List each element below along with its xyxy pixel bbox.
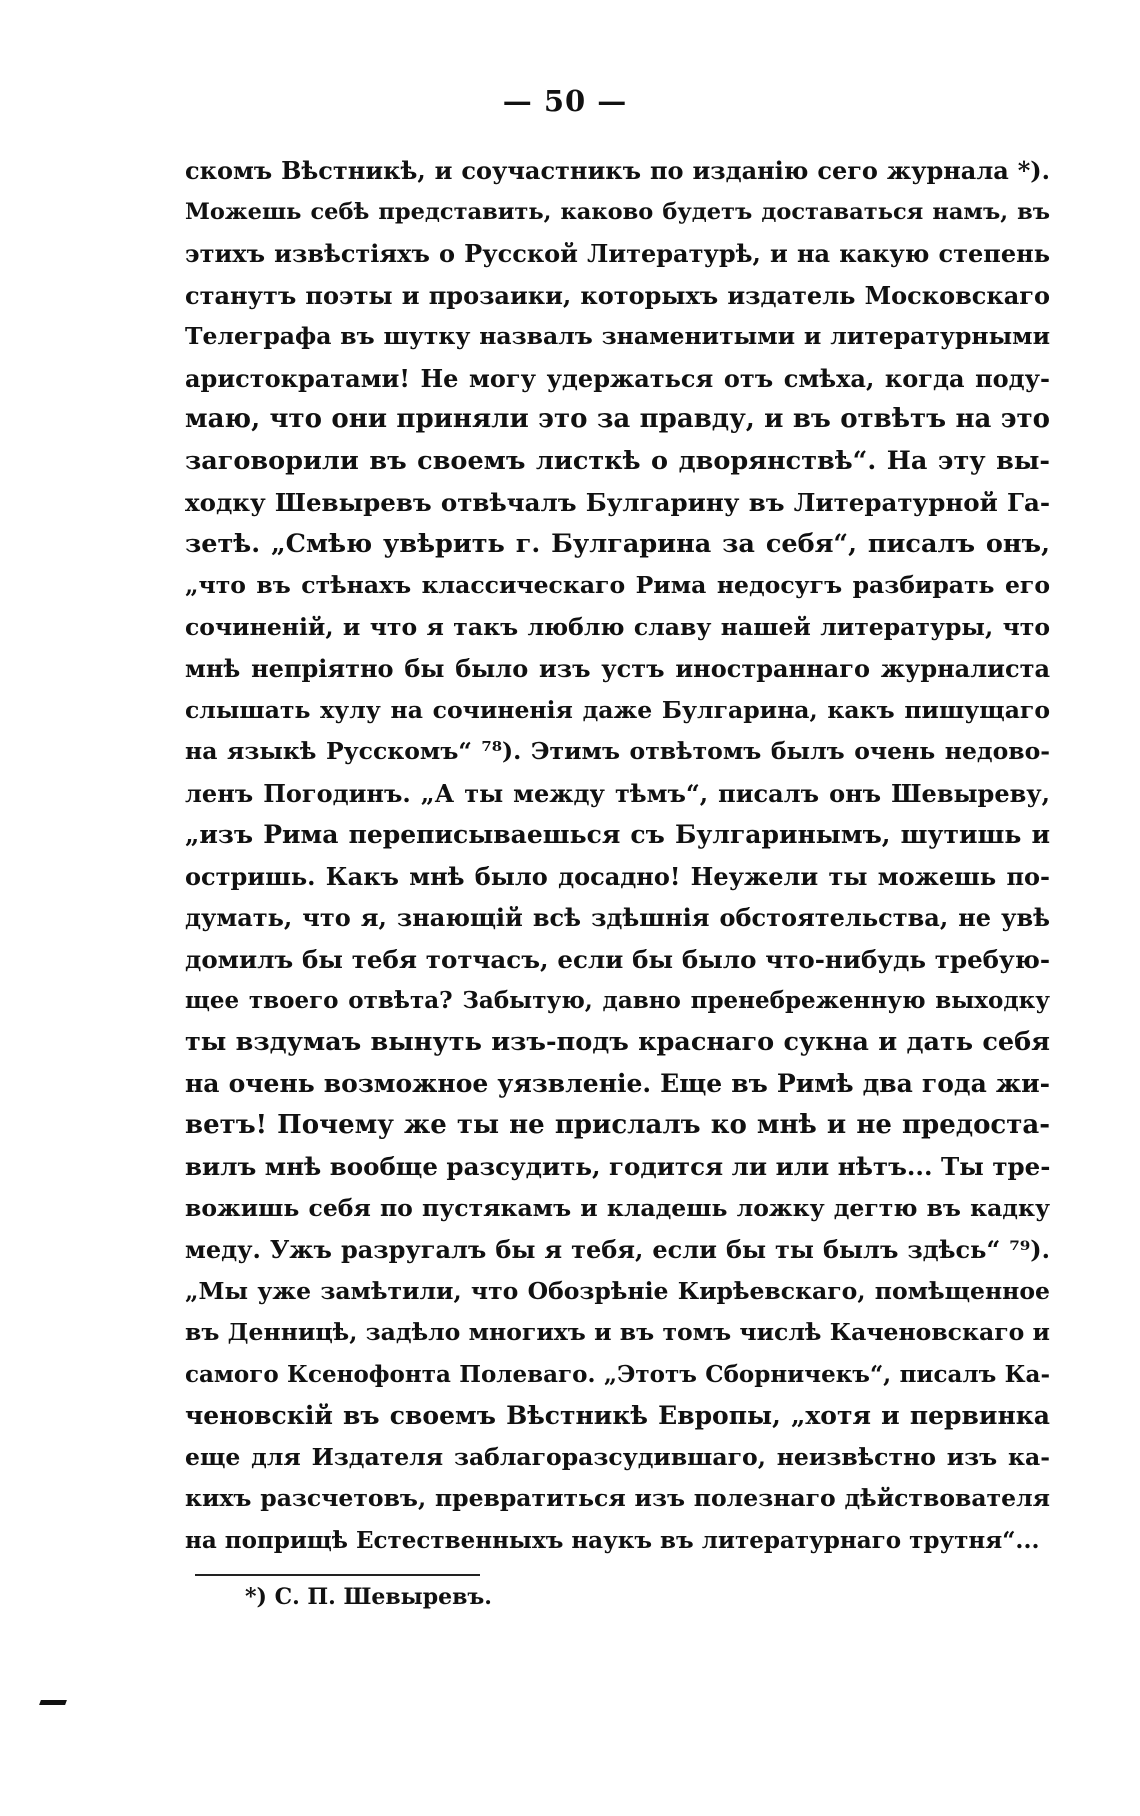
text-line: домилъ бы тебя тотчасъ, если бы было что-нибудь требую- <box>185 944 1050 974</box>
text-line: еще для Издателя заблагоразсудившаго, неизвѣстно изъ ка- <box>185 1442 1050 1471</box>
text-line: вожишь себя по пустякамъ и кладешь ложку дегтю въ кадку <box>185 1193 1050 1222</box>
text-line: въ Денницѣ, задѣло многихъ и въ томъ числѣ Каченовскаго и <box>185 1318 1050 1346</box>
text-line: станутъ поэты и прозаики, которыхъ издатель Московскаго <box>185 280 1050 310</box>
text-line: „Мы уже замѣтили, что Обозрѣніе Кирѣевскаго, помѣщенное <box>185 1276 1050 1305</box>
text-line: самого Ксенофонта Полеваго. „Этотъ Сборничекъ“, писалъ Ка- <box>185 1360 1050 1388</box>
text-line: ченовскій въ своемъ Вѣстникѣ Европы, „хотя и первинка <box>185 1401 1050 1430</box>
footnote: *) С. П. Шевыревъ. <box>245 1584 492 1610</box>
margin-mark <box>39 1700 67 1705</box>
text-line: сочиненій, и что я такъ люблю славу нашей литературы, что <box>185 612 1050 641</box>
text-line: мнѣ непріятно бы было изъ устъ иностраннаго журналиста <box>185 654 1050 683</box>
text-line: ветъ! Почему же ты не прислалъ ко мнѣ и не предоста- <box>185 1109 1050 1140</box>
text-line: маю, что они приняли это за правду, и въ отвѣтъ на это <box>185 404 1050 434</box>
text-line: Телеграфа въ шутку назвалъ знаменитыми и литературными <box>185 322 1050 350</box>
text-line: на очень возможное уязвленіе. Еще въ Римѣ два года жи- <box>185 1069 1050 1098</box>
text-line: щее твоего отвѣта? Забытую, давно пренебреженную выходку <box>185 987 1050 1014</box>
text-line: думать, что я, знающій всѣ здѣшнія обстоятельства, не увѣ <box>185 903 1050 932</box>
text-line: ходку Шевыревъ отвѣчалъ Булгарину въ Литературной Га- <box>185 488 1050 517</box>
text-line: заговорили въ своемъ листкѣ о дворянствѣ“. На эту вы- <box>185 445 1050 476</box>
text-line: зетѣ. „Смѣю увѣрить г. Булгарина за себя“, писалъ онъ, <box>185 528 1050 559</box>
text-line: Можешь себѣ представить, каково будетъ доставаться намъ, въ <box>185 198 1050 225</box>
text-line: „изъ Рима переписываешься съ Булгаринымъ, шутишь и <box>185 820 1050 849</box>
text-line: кихъ разсчетовъ, превратиться изъ полезнаго дѣйствователя <box>185 1484 1050 1512</box>
footnote-rule <box>195 1574 480 1576</box>
text-line: скомъ Вѣстникѣ, и соучастникъ по изданію сего журнала *). <box>185 156 1050 185</box>
text-line: ты вздумаъ вынуть изъ-подъ краснаго сукна и дать себя <box>185 1026 1050 1057</box>
text-line: „что въ стѣнахъ классическаго Рима недосугъ разбирать его <box>185 571 1050 599</box>
page-number: — 50 — <box>502 84 628 118</box>
text-line: на поприщѣ Естественныхъ наукъ въ литературнаго трутня“... <box>185 1526 1040 1554</box>
text-line: ленъ Погодинъ. „А ты между тѣмъ“, писалъ онъ Шевыреву, <box>185 778 1050 808</box>
text-line: этихъ извѣстіяхъ о Русской Литературѣ, и на какую степень <box>185 239 1050 268</box>
text-line: аристократами! Не могу удержаться отъ смѣха, когда поду- <box>185 363 1050 393</box>
text-line: на языкѣ Русскомъ“ ⁷⁸). Этимъ отвѣтомъ былъ очень недово- <box>185 737 1050 765</box>
text-line: остришь. Какъ мнѣ было досадно! Неужели ты можешь по- <box>185 861 1050 891</box>
text-line: меду. Ужъ разругалъ бы я тебя, если бы ты былъ здѣсь“ ⁷⁹). <box>185 1235 1050 1264</box>
body-text <box>185 150 1050 1561</box>
text-line: вилъ мнѣ вообще разсудить, годится ли или нѣтъ... Ты тре- <box>185 1152 1050 1181</box>
text-line: слышать хулу на сочиненія даже Булгарина, какъ пишущаго <box>185 695 1050 724</box>
